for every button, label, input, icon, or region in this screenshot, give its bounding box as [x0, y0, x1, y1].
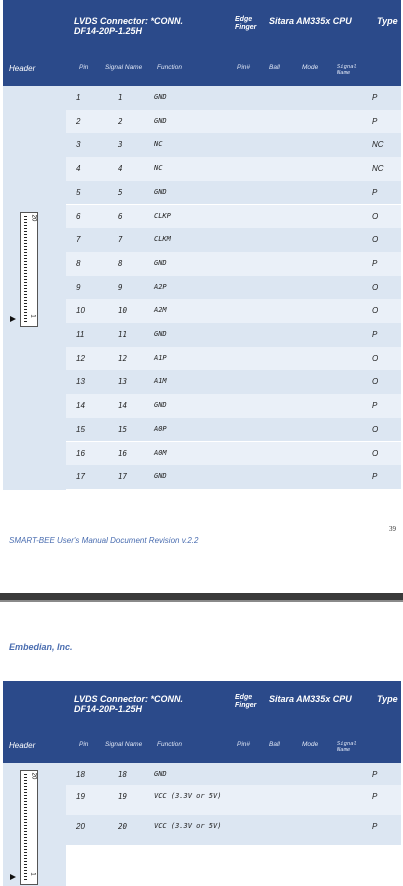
connector-pin-20-label: 20: [30, 772, 37, 780]
lvds-connector-diagram: [20, 770, 38, 885]
table-row: [66, 205, 401, 229]
type-cell: O: [372, 235, 379, 245]
function-cell: GND: [154, 401, 167, 410]
signal-name-cell: 13: [118, 377, 128, 387]
type-cell: P: [372, 187, 378, 197]
pin-cell: 19: [76, 792, 85, 801]
signal-name-cell: 15: [118, 424, 128, 434]
table2-header: [3, 681, 401, 763]
type-cell: O: [372, 306, 379, 316]
pin-cell: 2: [76, 116, 81, 126]
signal-name-cell: 12: [118, 353, 128, 363]
pin1-arrow-icon: [10, 316, 16, 322]
connector-pin-20-label: 20: [30, 214, 37, 222]
function-cell: A2M: [154, 306, 167, 315]
table-row: [66, 763, 401, 785]
type-cell: P: [372, 770, 378, 779]
manual-revision-text: SMART-BEE User's Manual Document Revision v.2.2: [9, 536, 199, 545]
pin-cell: 4: [76, 164, 81, 174]
signal-name-cell: 7: [118, 235, 123, 245]
connector-pin-1-label: 1: [29, 314, 36, 318]
function-cell: A2P: [154, 282, 167, 291]
type-cell: O: [372, 211, 379, 221]
lvds-connector-title: LVDS Connector: *CONN. DF14-20P-1.25H: [74, 16, 184, 36]
edge-finger-title: Edge Finger: [235, 16, 257, 31]
type-cell: P: [372, 822, 378, 831]
table-row: [66, 276, 401, 300]
type-cell: P: [372, 258, 378, 268]
function-cell: GND: [154, 93, 167, 101]
table-row: [66, 442, 401, 466]
col-ball: Ball: [269, 64, 280, 71]
function-cell: A1M: [154, 377, 167, 386]
signal-name-cell: 17: [118, 472, 128, 482]
col-pin: Pin: [79, 64, 89, 71]
signal-name-cell: 3: [118, 140, 123, 150]
function-cell: VCC (3.3V or 5V): [154, 792, 222, 800]
table-row: [66, 323, 401, 347]
pin-cell: 15: [76, 424, 85, 434]
signal-name-cell: 9: [118, 282, 123, 292]
page-number: 39: [389, 525, 396, 533]
pin-cell: 16: [76, 448, 85, 458]
type-cell: O: [372, 282, 379, 292]
connector-pins: [24, 216, 27, 323]
pin-cell: 10: [76, 306, 85, 316]
type-cell: P: [372, 401, 378, 411]
function-cell: GND: [154, 116, 167, 125]
table-row: [66, 299, 401, 323]
function-cell: NC: [154, 164, 163, 173]
pin-cell: 1: [76, 93, 81, 102]
col-signal-name: Signal Name: [105, 64, 143, 71]
signal-name-cell: 16: [118, 448, 128, 458]
signal-name-cell: 8: [118, 258, 123, 268]
function-cell: CLKM: [154, 235, 171, 244]
type-title: Type: [377, 16, 398, 26]
cpu-title: Sitara AM335x CPU: [269, 16, 352, 26]
edge-finger-title: Edge Finger: [235, 694, 257, 709]
type-cell: NC: [372, 140, 384, 150]
signal-name-cell: 5: [118, 187, 123, 197]
signal-name-cell: 14: [118, 401, 128, 411]
function-cell: GND: [154, 472, 167, 481]
table-row: [66, 228, 401, 252]
signal-name-cell: 11: [118, 330, 128, 339]
col-function: Function: [157, 741, 182, 748]
cpu-title: Sitara AM335x CPU: [269, 694, 352, 704]
header-label: Header: [9, 64, 36, 73]
pin1-arrow-icon: [10, 874, 16, 880]
table-header: [3, 0, 401, 86]
type-cell: P: [372, 330, 378, 339]
type-cell: P: [372, 792, 378, 801]
type-cell: O: [372, 353, 379, 363]
col-function: Function: [157, 64, 182, 71]
table-row: [66, 418, 401, 442]
function-cell: GND: [154, 770, 167, 778]
table-row: [66, 252, 401, 276]
table-row: [66, 133, 401, 157]
signal-name-cell: 18: [118, 770, 128, 779]
signal-name-cell: 6: [118, 211, 123, 221]
table-row: [66, 110, 401, 134]
table-row: [66, 370, 401, 394]
pin-cell: 8: [76, 258, 81, 268]
type-cell: P: [372, 93, 378, 102]
col-signal-name-cpu: Signal Name: [337, 64, 357, 76]
pin-cell: 13: [76, 377, 85, 387]
connector-pin-1-label: 1: [29, 872, 36, 876]
lvds-connector-diagram: [20, 212, 38, 327]
table-row: [66, 157, 401, 181]
function-cell: CLKP: [154, 211, 171, 220]
signal-name-cell: 19: [118, 792, 128, 801]
function-cell: A0M: [154, 448, 167, 457]
signal-name-cell: 20: [118, 822, 128, 831]
signal-name-cell: 10: [118, 306, 128, 316]
connector-pins: [24, 774, 27, 881]
signal-name-cell: 4: [118, 164, 123, 174]
type-cell: P: [372, 472, 378, 482]
pin-cell: 17: [76, 472, 85, 482]
function-cell: NC: [154, 140, 163, 149]
type-cell: O: [372, 377, 379, 387]
col-mode: Mode: [302, 64, 319, 71]
function-cell: VCC (3.3V or 5V): [154, 822, 222, 830]
table-row: [66, 394, 401, 418]
pin-cell: 11: [76, 330, 85, 339]
pin-cell: 12: [76, 353, 85, 363]
table-row: [66, 347, 401, 371]
function-cell: A1P: [154, 353, 167, 362]
pin-cell: 18: [76, 770, 85, 779]
function-cell: A0P: [154, 424, 167, 433]
function-cell: GND: [154, 258, 167, 267]
table-row: [66, 181, 401, 205]
table-row: [66, 815, 401, 845]
function-cell: GND: [154, 187, 167, 196]
pin-cell: 7: [76, 235, 81, 245]
company-name: Embedian, Inc.: [9, 642, 73, 652]
pin-cell: 9: [76, 282, 81, 292]
col-mode: Mode: [302, 741, 319, 748]
pin-cell: 5: [76, 187, 81, 197]
type-cell: P: [372, 116, 378, 126]
col-signal-name: Signal Name: [105, 741, 143, 748]
col-pin-hash: Pin#: [237, 741, 251, 748]
page-separator-shadow: [0, 600, 403, 602]
table-row: [66, 86, 401, 110]
signal-name-cell: 1: [118, 93, 123, 102]
function-cell: GND: [154, 330, 167, 338]
table-row: [66, 785, 401, 815]
pin-cell: 14: [76, 401, 85, 411]
pin-cell: 3: [76, 140, 81, 150]
col-signal-name-cpu: Signal Name: [337, 741, 357, 753]
page-separator: [0, 593, 403, 600]
table-row: [66, 465, 401, 489]
col-pin-hash: Pin#: [237, 64, 251, 71]
type-cell: O: [372, 424, 379, 434]
signal-name-cell: 2: [118, 116, 123, 126]
type-cell: O: [372, 448, 379, 458]
pin-cell: 6: [76, 211, 81, 221]
header-label: Header: [9, 741, 36, 750]
type-cell: NC: [372, 164, 384, 174]
col-ball: Ball: [269, 741, 280, 748]
pin-cell: 20: [76, 822, 85, 831]
type-title: Type: [377, 694, 398, 704]
col-pin: Pin: [79, 741, 89, 748]
lvds-connector-title: LVDS Connector: *CONN. DF14-20P-1.25H: [74, 694, 184, 714]
